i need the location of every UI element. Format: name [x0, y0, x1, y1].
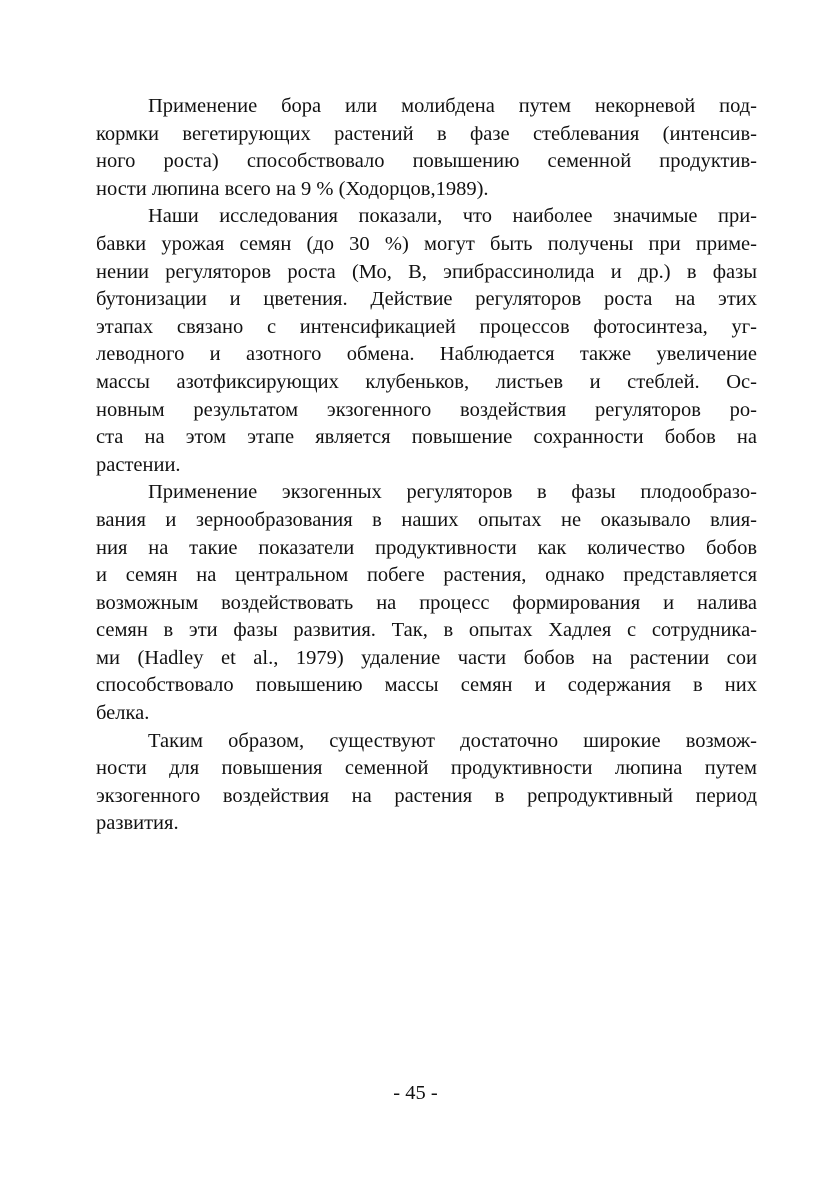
page-number: - 45 -: [393, 1082, 438, 1104]
paragraph-4: [96, 728, 757, 838]
text-line: этапах связано с интенсификацией процессов фотосинтеза, уг-: [96, 315, 757, 338]
text-line: семян в эти фазы развития. Так, в опытах Хадлея с сотрудника-: [96, 619, 757, 642]
text-line: леводного и азотного обмена. Наблюдается также увеличение: [96, 343, 757, 366]
text-line: новным результатом экзогенного воздействия регуляторов ро-: [96, 398, 757, 421]
text-line: бутонизации и цветения. Действие регуляторов роста на этих: [96, 288, 757, 311]
text-line: ми (Hadley et al., 1979) удаление части бобов на растении сои: [96, 646, 757, 669]
text-line: бавки урожая семян (до 30 %) могут быть получены при приме-: [96, 232, 757, 255]
text-line: нении регуляторов роста (Мо, В, эпибрассинолида и др.) в фазы: [96, 260, 757, 283]
text-line: ности для повышения семенной продуктивности люпина путем: [96, 757, 757, 780]
text-line: кормки вегетирующих растений в фазе стеблевания (интенсив-: [96, 122, 757, 145]
paragraph-2: [96, 203, 757, 479]
text-line: Применение бора или молибдена путем некорневой под-: [148, 95, 757, 117]
text-line: массы азотфиксирующих клубеньков, листьев и стеблей. Ос-: [96, 370, 757, 393]
text-line: Применение экзогенных регуляторов в фазы плодообразо-: [148, 481, 757, 504]
paragraph-1: [96, 93, 757, 203]
text-line: экзогенного воздействия на растения в репродуктивный период: [96, 784, 757, 807]
text-line: способствовало повышению массы семян и содержания в них: [96, 674, 757, 697]
text-line: ности люпина всего на 9 % (Ходорцов,1989).: [96, 177, 489, 200]
text-line: и семян на центральном побеге растения, однако представляется: [96, 564, 757, 587]
text-line: ния на такие показатели продуктивности как количество бобов: [96, 536, 757, 559]
text-line: белка.: [96, 702, 150, 725]
text-line: растении.: [96, 453, 181, 476]
text-line: ста на этом этапе является повышение сохранности бобов на: [96, 426, 757, 449]
text-line: возможным воздействовать на процесс формирования и налива: [96, 591, 757, 614]
text-line: вания и зернообразования в наших опытах не оказывало влия-: [96, 508, 757, 531]
paragraph-3: [96, 479, 757, 727]
text-line: Наши исследования показали, что наиболее значимые при-: [148, 205, 757, 228]
text-line: развития.: [96, 812, 179, 835]
text-line: Таким образом, существуют достаточно широкие возмож-: [148, 729, 757, 752]
text-line: ного роста) способствовало повышению семенной продуктив-: [96, 150, 757, 173]
document-page: [96, 93, 757, 838]
